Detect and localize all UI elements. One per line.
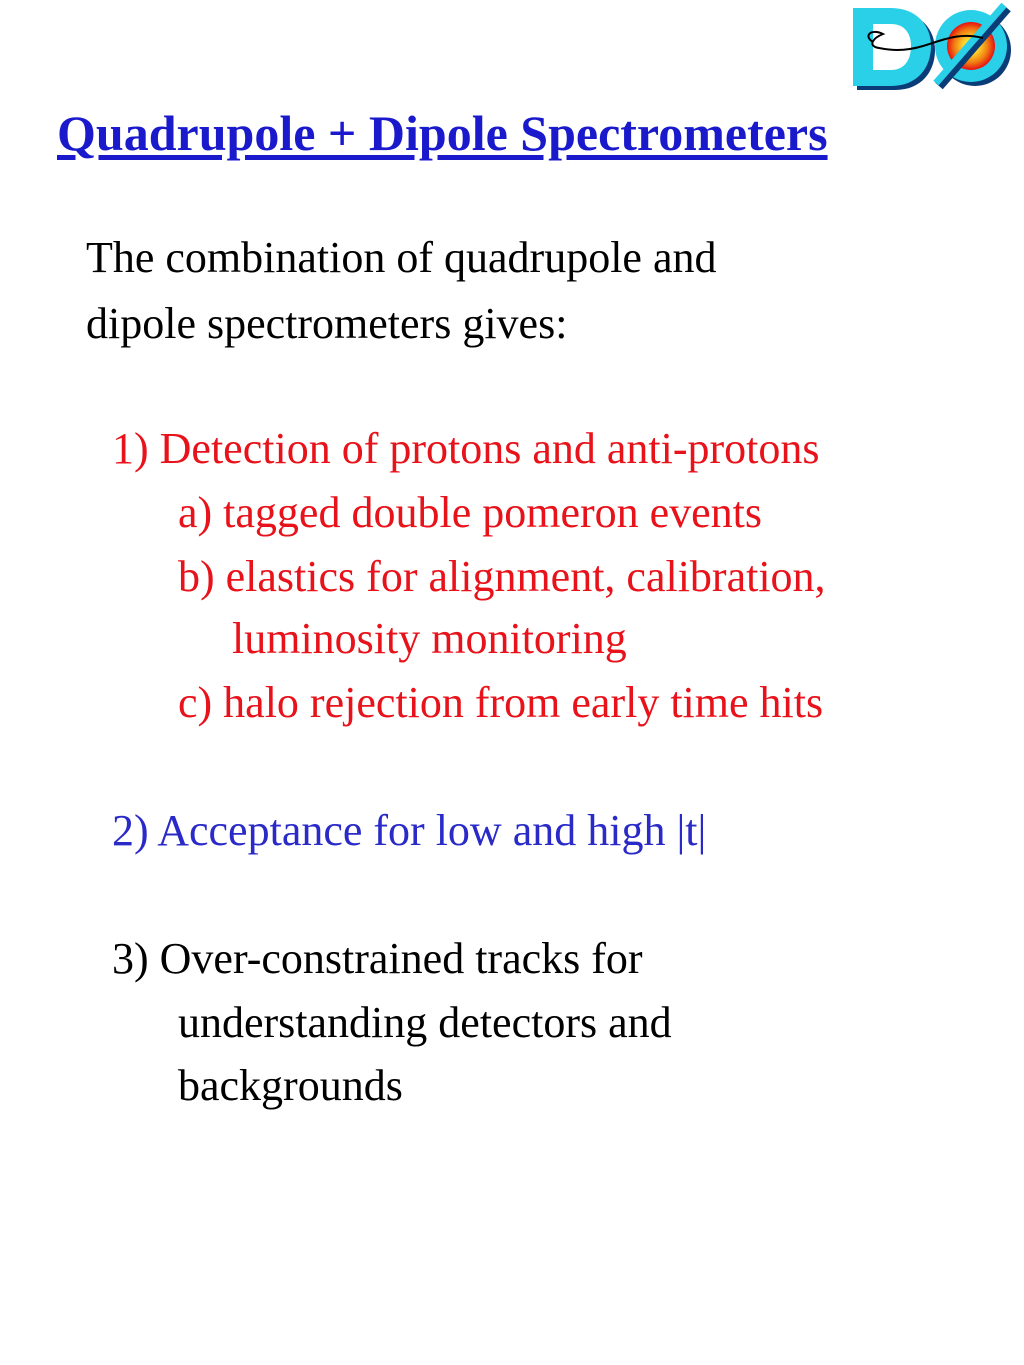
- point-1b-line-2: luminosity monitoring: [232, 614, 627, 663]
- point-1b-line-1: b) elastics for alignment, calibration,: [178, 552, 826, 601]
- point-3-line-3: backgrounds: [178, 1061, 403, 1110]
- point-3-line-2: understanding detectors and: [178, 998, 672, 1047]
- point-1c: c) halo rejection from early time hits: [178, 678, 824, 727]
- point-1-heading: 1) Detection of protons and anti-protons: [112, 424, 820, 473]
- point-1a: a) tagged double pomeron events: [178, 488, 763, 537]
- point-2-heading: 2) Acceptance for low and high |t|: [112, 806, 707, 855]
- d0-logo: [843, 2, 1021, 96]
- intro-line-2: dipole spectrometers gives:: [86, 299, 568, 348]
- intro-line-1: The combination of quadrupole and: [86, 233, 717, 282]
- page-title: Quadrupole + Dipole Spectrometers: [57, 105, 828, 161]
- point-3-line-1: 3) Over-constrained tracks for: [112, 934, 643, 983]
